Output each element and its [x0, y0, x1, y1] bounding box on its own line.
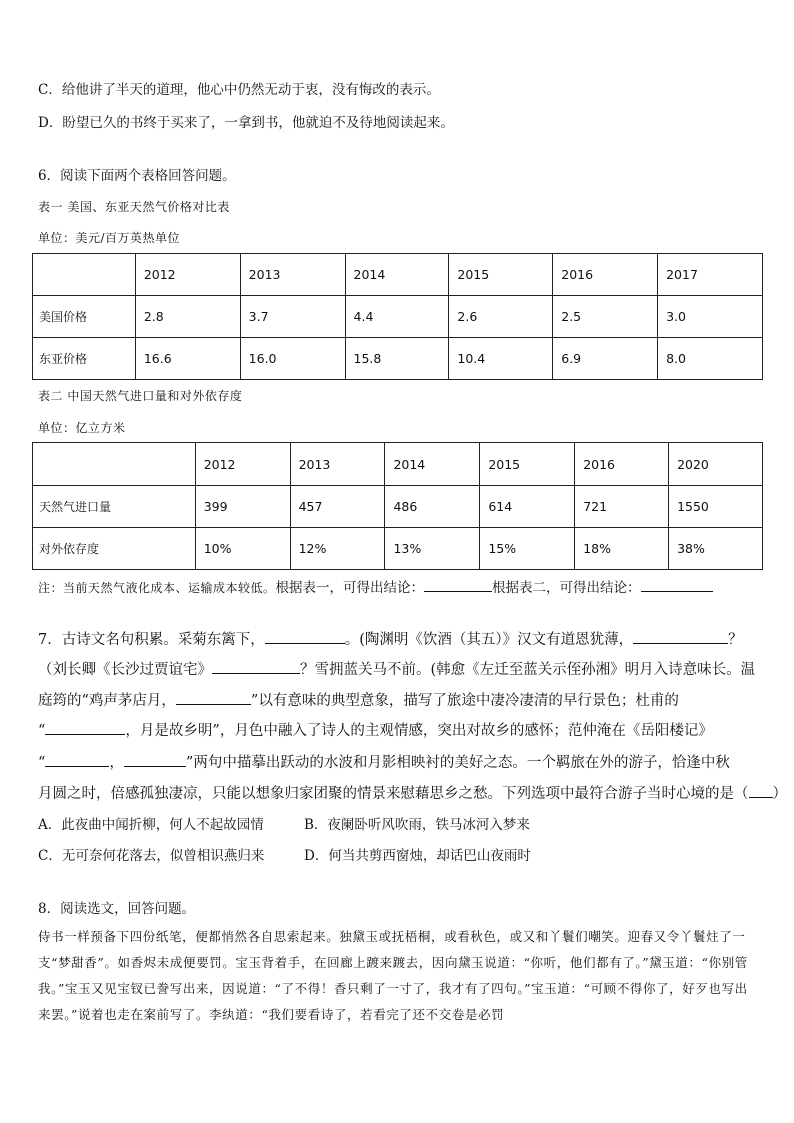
q7-text: ？雪拥蓝关马不前。(韩愈《左迁至蓝关示侄孙湘》明月入诗意味长。温 — [300, 662, 756, 678]
table-header-cell: 2012 — [195, 443, 290, 486]
answer-blank[interactable] — [45, 753, 109, 767]
answer-blank[interactable] — [124, 753, 186, 767]
row-label: 对外依存度 — [33, 528, 196, 570]
q7-option-a[interactable]: A．此夜曲中闻折柳，何人不起故园情 — [38, 817, 264, 833]
q7-text: “ — [38, 755, 46, 771]
table-cell: 614 — [480, 486, 575, 528]
q7-line-5 — [38, 753, 730, 772]
q8-prompt: 8．阅读选文，回答问题。 — [38, 901, 196, 917]
table2-gas-import — [32, 442, 763, 570]
q6-note — [38, 578, 713, 597]
table-row — [33, 486, 763, 528]
table-row — [33, 338, 763, 380]
table-cell: 38% — [669, 528, 763, 570]
table1-gas-price — [32, 253, 763, 380]
row-label: 东亚价格 — [33, 338, 136, 380]
table-cell: 10.4 — [449, 338, 553, 380]
answer-blank[interactable] — [45, 721, 125, 735]
table-cell: 4.4 — [345, 296, 449, 338]
table-cell: 16.0 — [240, 338, 345, 380]
answer-blank[interactable] — [749, 784, 773, 798]
table-cell: 15% — [480, 528, 575, 570]
q5-option-d: D．盼望已久的书终于买来了，一拿到书，他就迫不及待地阅读起来。 — [38, 115, 454, 131]
q7-option-b[interactable]: B．夜阑卧听风吹雨，铁马冰河入梦来 — [304, 817, 530, 833]
q7-options-row-1 — [38, 816, 530, 834]
q7-text: ） — [772, 786, 787, 802]
table-cell: 16.6 — [135, 338, 240, 380]
table-cell: 2.8 — [135, 296, 240, 338]
table-header-cell: 2013 — [290, 443, 385, 486]
table-cell: 8.0 — [658, 338, 763, 380]
table-header-cell: 2015 — [480, 443, 575, 486]
q7-option-d[interactable]: D．何当共剪西窗烛，却话巴山夜雨时 — [304, 848, 531, 864]
q7-text: ”以有意味的典型意象，描写了旅途中凄冷凄清的早行景色；杜甫的 — [250, 693, 679, 709]
table-header-cell: 2015 — [449, 254, 553, 296]
answer-blank[interactable] — [176, 691, 251, 705]
q7-text: “ — [38, 723, 46, 739]
table-cell: 12% — [290, 528, 385, 570]
q7-line-3 — [38, 691, 679, 710]
q8-passage: 侍书一样预备下四份纸笔，便都悄然各自思索起来。独黛玉或抚梧桐，或看秋色，或又和丫鬟们嘲笑。迎春又令丫鬟炷了一支“梦甜香”。如香烬未成便要罚。宝玉背着手，在回廊上踱来踱去，因向黛玉说道：“你听，他们都有了。”黛玉道：“你别管我。”宝玉又见宝钗已誊写出来，因说道：“了不得！香只剩了一寸了，我才有了四句。”宝玉道：“可顾不得你了，好歹也写出来罢。”说着也走在案前写了。李纨道：“我们要看诗了，若看完了还不交卷是必罚 — [38, 929, 748, 1022]
row-label: 美国价格 — [33, 296, 136, 338]
answer-blank[interactable] — [641, 578, 713, 592]
q7-text: ”两句中描摹出跃动的水波和月影相映衬的美好之态。一个羁旅在外的游子，恰逢中秋 — [185, 755, 730, 771]
table-header-cell: 2016 — [575, 443, 669, 486]
table-cell: 2.6 — [449, 296, 553, 338]
table-cell — [33, 443, 196, 486]
table-header-cell: 2012 — [135, 254, 240, 296]
table-cell — [33, 254, 136, 296]
table-header-cell: 2014 — [345, 254, 449, 296]
q7-text: ，月是故乡明”，月色中融入了诗人的主观情感，突出对故乡的感怀；范仲淹在《岳阳楼记》 — [125, 723, 713, 739]
table-cell: 486 — [385, 486, 480, 528]
q7-text: 。(陶渊明《饮酒（其五）》汉文有道恩犹薄， — [344, 632, 634, 648]
answer-blank[interactable] — [212, 660, 300, 674]
answer-blank[interactable] — [424, 578, 492, 592]
q7-text: ？ — [728, 632, 743, 648]
table2-caption: 表二 中国天然气进口量和对外依存度 — [38, 389, 243, 403]
q7-text: 7．古诗文名句积累。采菊东篱下， — [38, 632, 265, 648]
table-cell: 457 — [290, 486, 385, 528]
q7-option-c[interactable]: C．无可奈何花落去，似曾相识燕归来 — [38, 848, 265, 864]
table-row — [33, 296, 763, 338]
table-cell: 10% — [195, 528, 290, 570]
q7-text: ， — [109, 755, 124, 771]
table-header-cell: 2014 — [385, 443, 480, 486]
q7-line-1 — [38, 630, 743, 649]
q7-text: 月圆之时，倍感孤独凄凉，只能以想象归家团聚的情景来慰藉思乡之愁。下列选项中最符合游子当时心境的是（ — [38, 786, 749, 802]
table-cell: 3.7 — [240, 296, 345, 338]
note-prefix: 注：当前天然气液化成本、运输成本较低。 — [38, 581, 276, 595]
q7-line-2 — [38, 660, 755, 679]
q6-prompt: 6．阅读下面两个表格回答问题。 — [38, 168, 236, 184]
q7-options-row-2 — [38, 847, 531, 865]
q5-option-c: C．给他讲了半天的道理，他心中仍然无动于衷，没有悔改的表示。 — [38, 82, 440, 98]
note-q2: 根据表二，可得出结论： — [492, 580, 641, 596]
table-cell: 15.8 — [345, 338, 449, 380]
q7-line-6 — [38, 784, 787, 803]
table2-unit: 单位：亿立方米 — [38, 421, 126, 435]
table1-caption: 表一 美国、东亚天然气价格对比表 — [38, 200, 230, 214]
table-header-cell: 2017 — [658, 254, 763, 296]
answer-blank[interactable] — [265, 630, 345, 644]
table1-header-row — [33, 254, 763, 296]
table-cell: 6.9 — [553, 338, 658, 380]
table-cell: 13% — [385, 528, 480, 570]
table-row — [33, 528, 763, 570]
table-header-cell: 2013 — [240, 254, 345, 296]
table2-header-row — [33, 443, 763, 486]
table-cell: 2.5 — [553, 296, 658, 338]
q7-text: 庭筠的“鸡声茅店月， — [38, 693, 176, 709]
table-header-cell: 2016 — [553, 254, 658, 296]
table-cell: 18% — [575, 528, 669, 570]
table-header-cell: 2020 — [669, 443, 763, 486]
table1-unit: 单位：美元/百万英热单位 — [38, 231, 181, 245]
q7-line-4 — [38, 721, 713, 740]
row-label: 天然气进口量 — [33, 486, 196, 528]
table-cell: 1550 — [669, 486, 763, 528]
table-cell: 721 — [575, 486, 669, 528]
q7-text: （刘长卿《长沙过贾谊宅》 — [38, 662, 212, 678]
note-q1: 根据表一，可得出结论： — [275, 580, 425, 596]
table-cell: 3.0 — [658, 296, 763, 338]
answer-blank[interactable] — [633, 630, 728, 644]
table-cell: 399 — [195, 486, 290, 528]
